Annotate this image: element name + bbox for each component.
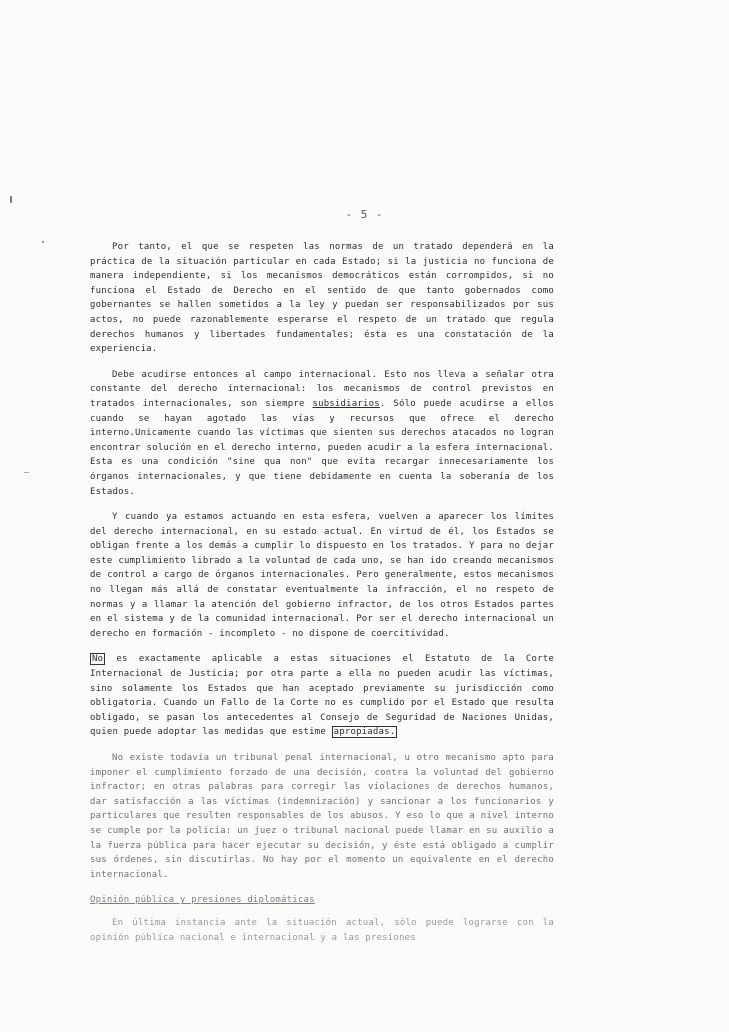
paragraph-2-end: . Sólo puede acudirse a ellos cuando se hayan agotado las vías y recursos que ofrece el derecho interno.Unicamente cuando las víctimas que sienten sus derechos atacados no logran encontrar solución en el derecho interno, pueden acudir a la esfera internacional. Esta es una condición "sine qua non" que evita recargar innecesariamente los órganos internacionales, y que tiene debidamente en cuenta la soberanía de los Estados. <box>90 398 554 497</box>
boxed-start: No <box>92 654 104 665</box>
subsidiarios-underlined: subsidiarios <box>312 398 380 409</box>
paragraph-2-start: Debe acudirse entonces al campo internacional. Esto nos lleva a señalar otra constante del derecho internacional: los mecanismos de control previstos en tratados internacionales, son siempre <box>90 369 554 409</box>
margin-dash-mark <box>24 472 29 473</box>
paragraph-4 <box>90 652 554 740</box>
paragraph-5: No existe todavía un tribunal penal internacional, u otro mecanismo apto para imponer el cumplimiento forzado de una decisión, contra la voluntad del gobierno infractor; en otras palabras para corregir las violaciones de derechos humanos, dar satisfacción a las víctimas (indemnización) y sancionar a los funcionarios y particulares que resulten responsables de los abusos. Y eso lo que a nivel interno se cumple por la policía: un juez o tribunal nacional puede llamar en su auxilio a la fuerza pública para hacer ejecutar su decisión, y éste está obligado a cumplir sus órdenes, sin discutirlas. No hay por el momento un equivalente en el derecho internacional. <box>90 753 554 880</box>
margin-dot-mark <box>42 241 44 243</box>
page-number: - 5 - <box>345 208 384 221</box>
paragraph-6: En última instancia ante la situación actual, sólo puede lograrse con la opinión pública nacional e internacional y a las presiones <box>90 917 554 943</box>
section-heading: Opinión pública y presiones diplomáticas <box>90 895 315 906</box>
document-body <box>90 240 554 956</box>
boxed-end: apropiadas. <box>333 727 396 738</box>
paragraph-4-body: es exactamente aplicable a estas situaciones el Estatuto de la Corte Internacional de Justicia; por otra parte a ella no pueden acudir las víctimas, sino solamente los Estados que han aceptado previamente su jurisdicción como obligatoria. Cuando un Fallo de la Corte no es cumplido por el Estado que resulta obligado, se pasan los antecedentes al Consejo de Seguridad de Naciones Unidas, quien puede adoptar las medidas que estime <box>90 654 554 738</box>
margin-tick-mark <box>10 196 12 203</box>
paragraph-1: Por tanto, el que se respeten las normas de un tratado dependerá en la práctica de la situación particular en cada Estado; si la justicia no funciona de manera independiente, si los mecanismos democráticos están corrompidos, si no funciona el Estado de Derecho en el sentido de que tanto gobernados como gobernantes se hallen sometidos a la ley y puedan ser responsabilizados por sus actos, no puede razonablemente esperarse el respeto de un tratado que regula derechos humanos y libertades fundamentales; ésta es una constatación de la experiencia. <box>90 242 554 355</box>
paragraph-3: Y cuando ya estamos actuando en esta esfera, vuelven a aparecer los límites del derecho internacional, en su estado actual. En virtud de él, los Estados se obligan frente a los demás a cumplir lo dispuesto en los tratados. Y para no dejar este cumplimiento librado a la voluntad de cada uno, se han ido creando mecanismos de control a cargo de órganos internacionales. Pero generalmente, estos mecanismos no llegan más allá de constatar eventualmente la infracción, el no respeto de normas y a llamar la atención del gobierno infractor, de los otros Estados partes en el sistema y de la comunidad internacional. Por ser el derecho internacional un derecho en formación - incompleto - no dispone de coercitividad. <box>90 512 554 639</box>
paragraph-2 <box>90 368 554 499</box>
